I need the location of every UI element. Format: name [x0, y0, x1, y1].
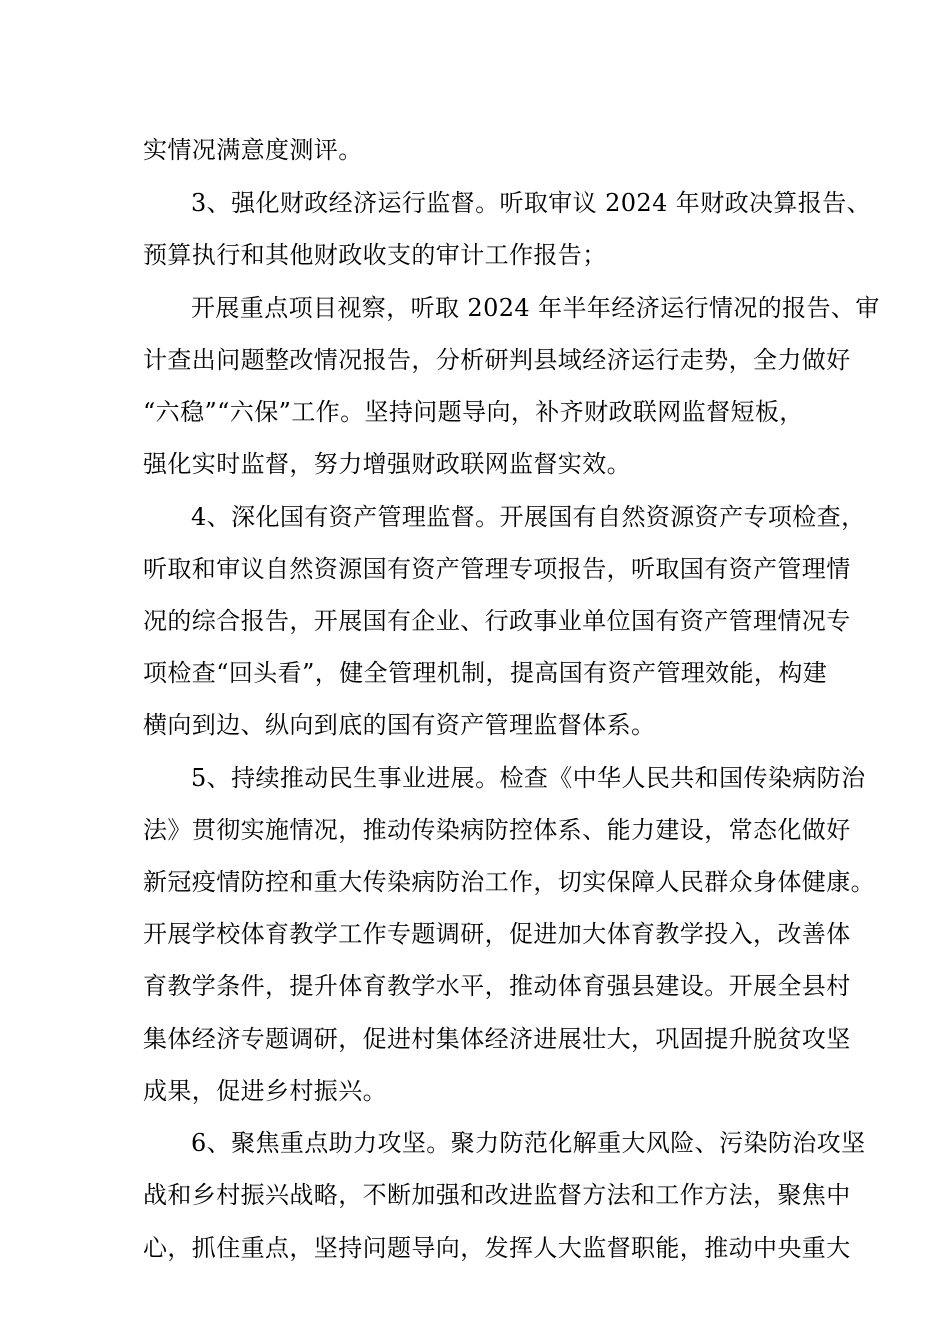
text-line: 横向到边、纵向到底的国有资产管理监督体系。: [143, 711, 656, 739]
text-line: 计查出问题整改情况报告，分析研判县域经济运行走势，全力做好: [143, 346, 851, 374]
text-line: 6、聚焦重点助力攻坚。聚力防范化解重大风险、污染防治攻坚: [191, 1129, 866, 1157]
text-line: 开展重点项目视察，听取 2024 年半年经济运行情况的报告、审: [191, 294, 880, 322]
text-line: 预算执行和其他财政收支的审计工作报告；: [143, 241, 607, 269]
text-line: 听取和审议自然资源国有资产管理专项报告，听取国有资产管理情: [143, 555, 851, 583]
text-line: 法》贯彻实施情况，推动传染病防控体系、能力建设，常态化做好: [143, 816, 851, 844]
text-line: 5、持续推动民生事业进展。检查《中华人民共和国传染病防治: [191, 764, 866, 792]
text-line: 况的综合报告，开展国有企业、行政事业单位国有资产管理情况专: [143, 607, 851, 635]
text-line: 心，抓住重点，坚持问题导向，发挥人大监督职能，推动中央重大: [143, 1234, 851, 1262]
text-line: 开展学校体育教学工作专题调研，促进加大体育教学投入，改善体: [143, 920, 851, 948]
text-line: 集体经济专题调研，促进村集体经济进展壮大，巩固提升脱贫攻坚: [143, 1025, 851, 1053]
text-line: 成果，促进乡村振兴。: [143, 1077, 387, 1105]
text-line: 育教学条件，提升体育教学水平，推动体育强县建设。开展全县村: [143, 972, 851, 1000]
text-line: 新冠疫情防控和重大传染病防治工作，切实保障人民群众身体健康。: [143, 868, 875, 896]
text-line: 4、深化国有资产管理监督。开展国有自然资源资产专项检查，: [191, 503, 866, 531]
text-line: 强化实时监督，努力增强财政联网监督实效。: [143, 450, 631, 478]
text-line: 实情况满意度测评。: [143, 136, 363, 164]
text-line: 战和乡村振兴战略，不断加强和改进监督方法和工作方法，聚焦中: [143, 1181, 851, 1209]
text-line: 项检查“回头看”，健全管理机制，提高国有资产管理效能，构建: [143, 659, 828, 687]
text-line: “六稳”“六保”工作。坚持问题导向，补齐财政联网监督短板，: [143, 398, 804, 426]
text-line: 3、强化财政经济运行监督。听取审议 2024 年财政决算报告、: [191, 189, 872, 217]
